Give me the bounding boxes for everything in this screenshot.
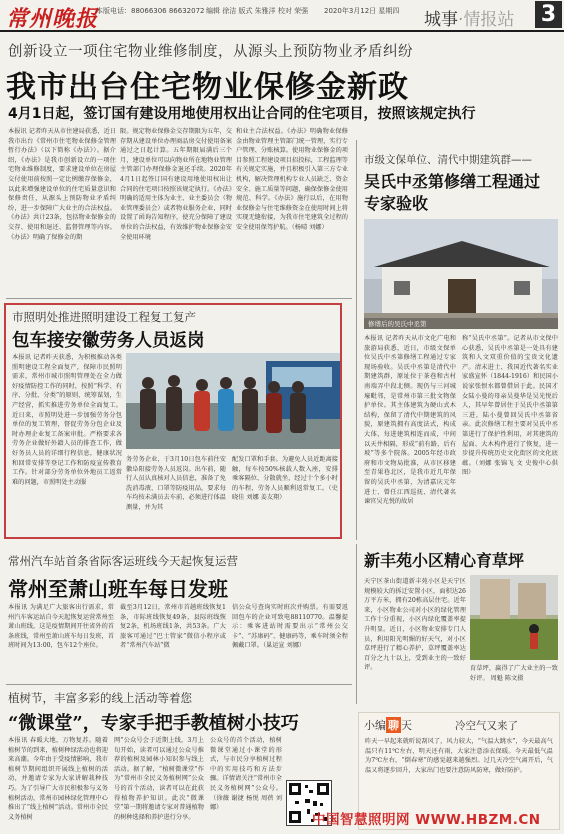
section-label — [424, 5, 514, 30]
lead-deck: 4月1日起，签订国有建设用地使用权出让合同的住宅项目，按照该规定执行 — [8, 106, 476, 122]
lead-column-1: 本报讯 记者昨天从市住建局获悉，近日我市出台《常州市住宅物业保修金管理暂行办法》（以下简称《办法》）。据介绍，《办法》是我市创新设立的一项住宅物业维修制度，要求建设单位在房屋交付使用前按照一定比例缴存保修金，以此来增强建设单位的住宅质量意识和保修责任，从源头上预防物业矛盾纠纷，进一步保障广大业主的合法权益。《办法》共计23条，包括物业保修金的交存、使用和退还、监督管理等内容。《办法》明确了保修金的期 — [8, 128, 116, 241]
chat-title — [364, 717, 412, 733]
xinfeng-column-2: 育草坪，赢得了广大业主的一致好评。 周魁 陈文摄 — [470, 665, 558, 682]
box-column-3: 配发口罩和手套。为避免人员近距离接触，每车按50%核载人数入座，安排乘客隔位、分散就坐，经过十个多小时的车程，劳务人员顺利返常复工。（史晓佳 刘娜 姜友翔） — [232, 456, 338, 502]
issue-date: 2020年3月12日 星期四 — [324, 7, 400, 15]
column-divider-2 — [356, 544, 357, 704]
workers-photo — [126, 353, 340, 449]
masthead — [0, 0, 564, 32]
heritage-building-illustration — [364, 219, 558, 329]
xinfeng-headline: 新丰苑小区精心育草坪 — [364, 551, 525, 570]
lead-column-3: 和业主合法权益。《办法》明确物业保修金由物业管理主管部门统一管理，实行专户管理、分账核算。使用物业保修金的项目参照工程建设项目招投标，工程监理等有关规定实施，并且积极引入第三方专业机构，解决管理机构专业人员缺乏、资金安全、施工质量等问题，确保保修金使用规范、科学。《办法》施行以后，在用物业保修金与住宅维修资金在使用时间上将实现无缝衔接，为我市住宅建筑全过程的安全使用保驾护航。（杨晴 刘娜） — [236, 128, 348, 231]
plant-column-3: 公众号的首个活动，植树微课堂通过小课堂的形式，与市民分享植树过程中的实用技巧和方法步骤。详情请关注“常州市全民义务植树网”公众号。（徐薇 谢捷 杨悦 周蓓 刘娜） — [210, 737, 282, 812]
chat-subtitle: 冷空气又来了 — [455, 720, 518, 732]
lead-column-2: 限。规定物业保修金交存期限为五年，交存期从建设单位办理商品房交付使用备案通过之日起计算。五年期限届满后三个月，建设单位可以向物业所在地物业管理主管部门办理保修金退还手续。2020年4月1日起签订国有建设用地使用权出让合同的住宅项目按照该规定执行。《办法》明确的适用主体为业主、业主委员会（物业管理委员会）或者物业服务企业，同时设置了函询告知程序，使充分保障了建设单位的合法权益，有效维护物业保修金安全使用环境 — [120, 128, 232, 241]
bus-column-3: 信公众号查询实时班次并购票。有需要返回包车的企业可致电88110770。温馨提示：乘客进站时需要出示“常州公交卡”、“苏康码”、健康码等，乘车时须全程佩戴口罩。（巢运宣 刘娜） — [232, 604, 348, 650]
column-divider — [356, 140, 357, 540]
right-kicker: 市级文保单位、清代中期建筑群—— — [364, 154, 532, 166]
bus-kicker: 常州汽车站首条省际客运班线今天起恢复运营 — [8, 554, 238, 568]
section-main: 城事 — [424, 10, 458, 30]
plant-column-2: 网”公众号会于近期上线，3月上旬开始，读者可以通过公众号推荐的植树及园林小知识参与线上活动。据了解，“植树微课堂”作为“常州市全民义务植树网”公众号的首个活动，读者可以在此获得植物养护知识。此次“微课堂”第一期将邀请专家对普通植物的树种选择和养护进行分享。 — [114, 737, 204, 821]
box-column-2: 务劳务企业，于3月10日包车前往安徽阜阳接劳务人员返岗。出车前，随行人员认真核对人员信息，准备了免洗消毒液、口罩等防疫用品，要求每车均按未满员去车前，必须进行体温测量，并为其 — [126, 456, 226, 511]
divider — [6, 298, 352, 299]
box-kicker: 市照明处推进照明建设工程复工复产 — [12, 310, 196, 324]
heritage-building-photo — [364, 219, 558, 329]
lawn-illustration — [470, 575, 558, 660]
highlighted-article-box — [4, 303, 342, 539]
workers-photo-illustration — [126, 353, 340, 449]
lawn-photo — [470, 575, 558, 660]
plant-kicker: 植树节，丰富多彩的线上活动等着您 — [8, 691, 192, 705]
box-headline: 包车接安徽劳务人员返岗 — [12, 331, 205, 351]
plant-headline: “微课堂”，专家手把手教植树小技巧 — [8, 713, 299, 734]
lead-kicker: 创新设立一项住宅物业维修制度，从源头上预防物业矛盾纠纷 — [8, 44, 413, 60]
chat-title-suffix: 天 — [401, 719, 412, 732]
bus-headline: 常州至萧山班车每日发班 — [8, 577, 228, 601]
chat-title-prefix: 小编 — [364, 719, 386, 732]
site-watermark: 中国智慧照明网 WWW.HBZM.CN — [312, 812, 541, 828]
bus-column-2: 截至3月12日，常州市首趟班线恢复1条，市际班线恢复49条，县际班线恢复2条，机场班线1条，共53条。广大旅客可通过“巴士管家”微信小程序或者“常州汽车站”微 — [120, 604, 226, 650]
section-sub: ·情报站 — [458, 10, 515, 30]
right-column-1: 本报讯 记者昨天从市文化广电和旅游局获悉，近日，市级文保单位吴氏中丞第修缮工程通过专家现场验收。吴氏中丞第是清代中期建筑群，原址位于茶巷和古村南端弄中段北侧。现仍与三河城壕毗邻，是常州市第三批文物保护单位。其主体建筑为硬山式木结构，保留了清代中期建筑的风貌，原建筑拥有高度法式，构成大体，每进建筑相连而成，中间以天井相隔，形成“前有路，后有坡”等多个院落。2005年经市政府和市文物局批准，从市区移建至青果巷北区，是我市近几年保留的吴氏中丞第，为清嘉庆元年进士、曾任江西巡抚、清代著名谏官吴光悦的故居 — [364, 335, 456, 506]
photo-caption: 修缮后的吴氏中丞第 — [364, 318, 558, 329]
hotline: 本版电话：88066306 86632072 — [96, 7, 205, 15]
chat-title-highlight: 聊 — [388, 719, 399, 732]
right-column-2: 称“吴氏中丞第”。记者从市文保中心获悉，吴氏中丞第是一处具有建筑和人文双重价值的宝贵文化遗产。清末进士、我国近代著名实业家盛宣怀（1844-1916）和民国小说家张恨水都曾借居于此。民国才女陆小曼的母亲吴曼华是吴光悦后人，其早年曾居住于吴氏中丞第第三进，陆小曼曾回吴氏中丞第省亲。此次修缮工程主要对吴氏中丞第进行了保护性利用，对其建筑的屋面、大木构件进行了恢复，进一步提升传统历史文化街区的文化底蕴。（刘娜 张锦飞 文 史俊中心供图） — [462, 335, 558, 477]
chat-body: 昨天一早起来就听说刮风了，风力较大，“气温大跳水”，今天最高气温只有11℃左右，明天还有雨，大家注意添衣保暖。今天最低气温为7℃左右，“倒春寒”的感觉越来越强烈。过几天冷空气离开后，气温又将逐步回升，大家出门也要注意防风防寒，做好防护。 — [365, 738, 553, 774]
divider-2 — [6, 684, 352, 685]
page-number: 3 — [535, 1, 562, 28]
plant-column-1: 本报讯 春暖大地，万物复苏。随着植树节的到来，植树种绿活动也将迎来高潮。今年由于受疫情影响，我市植树节期间组织开展线上植树的活动，并邀请专家为大家讲解栽种技巧。为了引导广大市民积极参与义务植树活动，常州市园林绿化管理中心推出了“线上植树”活动。常州市全民义务植树 — [8, 737, 108, 821]
xinfeng-column-1: 天宁区茶山街道新丰苑小区是天宁区规模较大的拆迁安置小区，面积达26万平方米，拥有20栋高层住宅。近年来，小区物业公司对小区的绿化管理工作十分重视，小区内绿化覆盖率提升明显。近日，小区物业安排专门人员，利用阳光明媚的好天气，对小区草坪进行了精心养护，草坪覆盖率达百分之九十以上，受到业主的一致好评。 — [364, 578, 466, 672]
editors-line: 编辑 徐洁 版式 朱雅洋 校对 荣强 — [206, 7, 309, 15]
lead-headline: 我市出台住宅物业保修金新政 — [6, 70, 409, 105]
right-headline: 吴氏中丞第修缮工程通过专家验收 — [364, 172, 541, 213]
newspaper-logo: 常州晚报 — [6, 6, 99, 32]
box-column-1: 本报讯 记者昨天获悉，为积极推动各类照明建设工程全面复产，保障市民照明需求，常州市城市照明管理处在全力做好疫情防控工作的同时，按照“科学、有序、分批、分类”的原则，统筹谋划，生产经营，抓实推进劳务单位全面复工。近日来，市照明处进一步加强劳务分包单位的复工管理，督促劳务分包企业及时办理企业复工备案审批。严格要求各劳务企业做好外籍人员的排查工作，做好务员人员的详细行程信息，健康状况和回常安排等登记工作和防疫宣传教育工作。针对部分劳务单位外地员工返常难的问题，市照明处主动服 — [12, 354, 122, 486]
bus-column-1: 本报讯 为满足广大旅客出行需求，常州汽车客运站自今天起恢复运营常州至萧山班线，这是疫情期间开往省外的首条班线，常州至萧山班车每日发班，首班时间为13:00，包车12个座位。 — [8, 604, 114, 650]
